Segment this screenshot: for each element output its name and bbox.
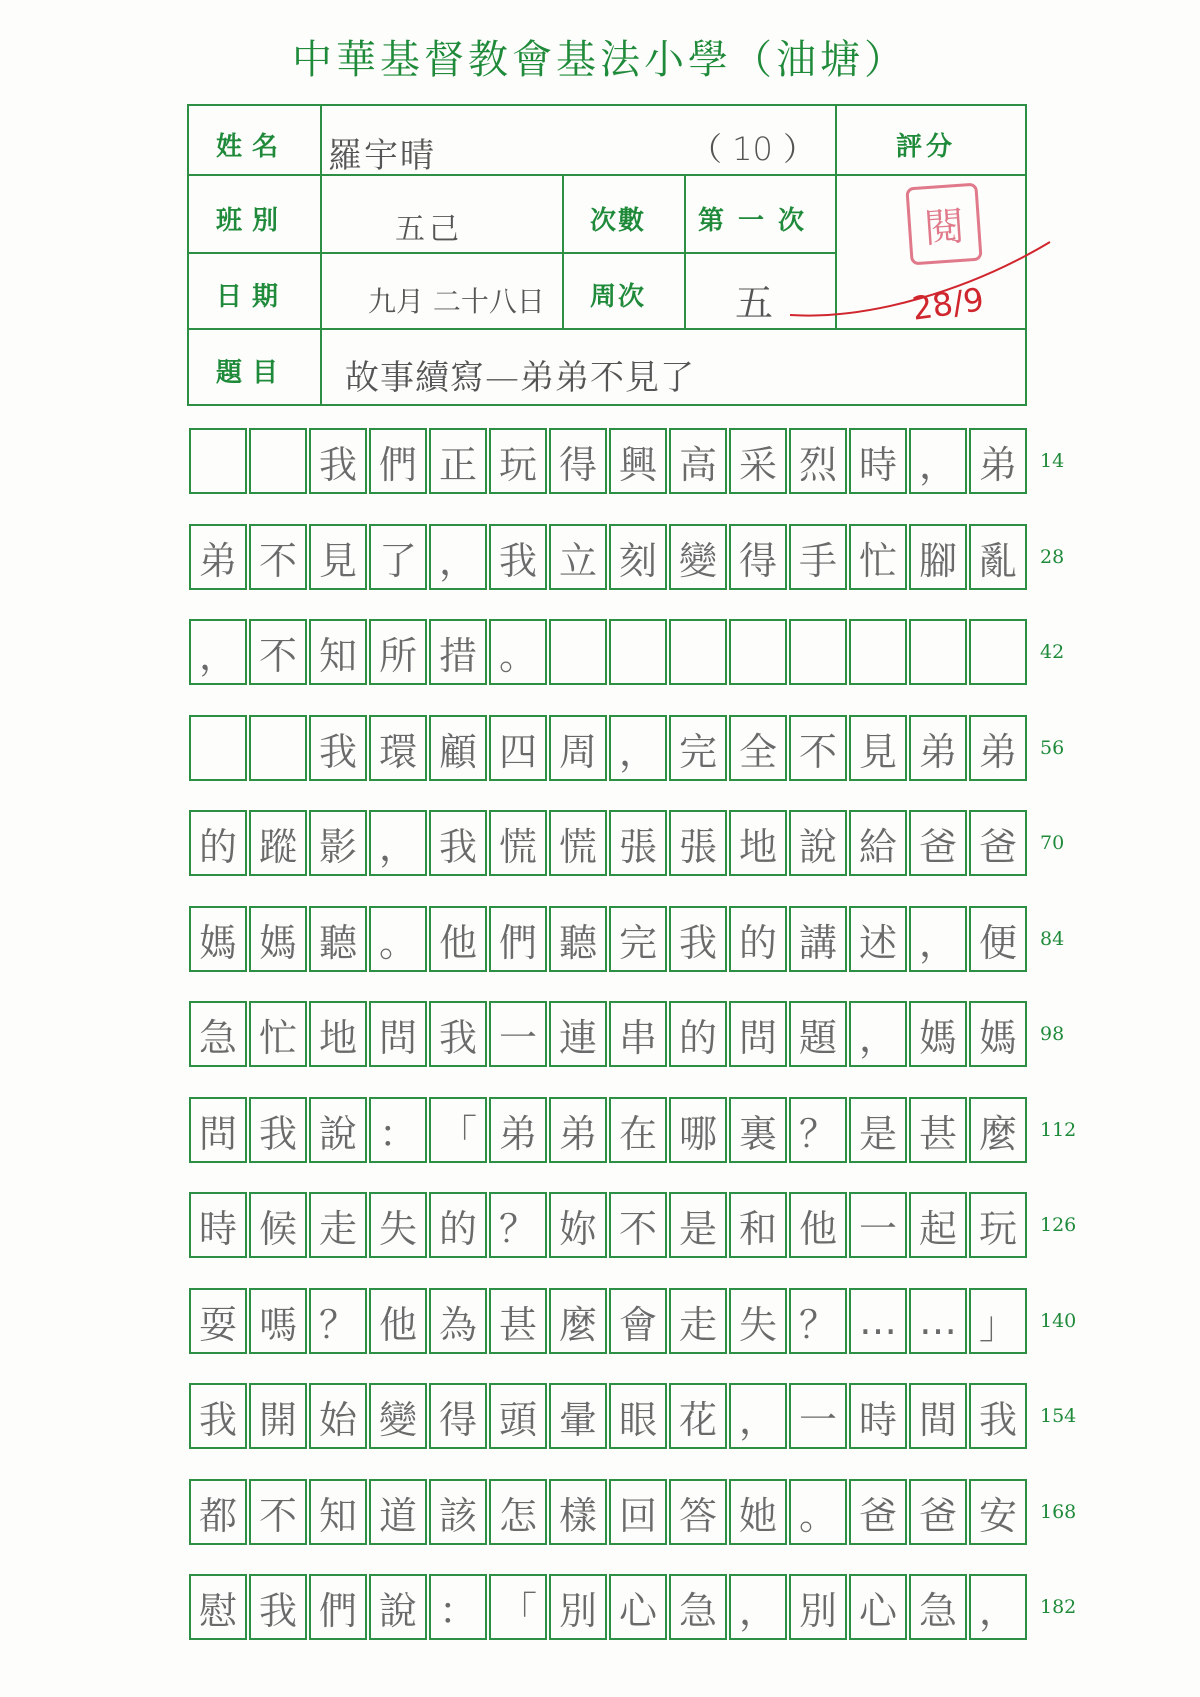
- char-count: 182: [1040, 1596, 1077, 1618]
- grid-cell: 我: [309, 428, 367, 494]
- grid-cell: ？: [489, 1192, 547, 1258]
- grid-cell: 妳: [549, 1192, 607, 1258]
- char-count: 126: [1040, 1214, 1077, 1236]
- grid-cell: 知: [309, 1479, 367, 1545]
- grid-cell: 一: [489, 1001, 547, 1067]
- grid-cell: 刻: [609, 524, 667, 590]
- char-count: 154: [1040, 1405, 1077, 1427]
- grid-cell: 會: [609, 1288, 667, 1354]
- grid-cell: [789, 619, 847, 685]
- grid-cell: ？: [789, 1288, 847, 1354]
- grid-cell: ？: [789, 1097, 847, 1163]
- char-count: 84: [1040, 928, 1065, 950]
- grid-cell: 時: [849, 1383, 907, 1449]
- label-week: 周次: [590, 282, 647, 312]
- grid-cell: 甚: [489, 1288, 547, 1354]
- grid-cell: 興: [609, 428, 667, 494]
- grid-cell: 的: [189, 810, 247, 876]
- grid-cell: 別: [549, 1574, 607, 1640]
- grid-cell: 慌: [489, 810, 547, 876]
- grid-cell: 爸: [909, 810, 967, 876]
- grid-cell: 起: [909, 1192, 967, 1258]
- grid-cell: 麼: [969, 1097, 1027, 1163]
- grid-cell: 時: [189, 1192, 247, 1258]
- grid-cell: 媽: [969, 1001, 1027, 1067]
- grid-cell: …: [849, 1288, 907, 1354]
- grid-cell: 知: [309, 619, 367, 685]
- grid-cell: ，: [729, 1383, 787, 1449]
- grid-cell: 我: [249, 1574, 307, 1640]
- grid-cell: 為: [429, 1288, 487, 1354]
- grid-cell: 周: [549, 715, 607, 781]
- grid-cell: 們: [309, 1574, 367, 1640]
- grid-cell: 走: [669, 1288, 727, 1354]
- grid-cell: 爸: [909, 1479, 967, 1545]
- grid-cell: 亂: [969, 524, 1027, 590]
- grid-cell: 聽: [549, 906, 607, 972]
- grid-cell: ？: [309, 1288, 367, 1354]
- grid-cell: 見: [849, 715, 907, 781]
- grid-cell: 和: [729, 1192, 787, 1258]
- grid-cell: 別: [789, 1574, 847, 1640]
- student-number: （ 10 ）: [690, 130, 816, 168]
- grid-cell: 不: [249, 1479, 307, 1545]
- grid-cell: 花: [669, 1383, 727, 1449]
- grid-cell: 說: [789, 810, 847, 876]
- teacher-stamp: 閱: [905, 183, 982, 266]
- grid-cell: 回: [609, 1479, 667, 1545]
- grid-cell: 變: [669, 524, 727, 590]
- grid-cell: 弟: [969, 715, 1027, 781]
- grid-cell: 得: [729, 524, 787, 590]
- grid-cell: 忙: [249, 1001, 307, 1067]
- grid-cell: 說: [309, 1097, 367, 1163]
- grid-cell: [609, 619, 667, 685]
- grid-cell: 。: [789, 1479, 847, 1545]
- grid-cell: 見: [309, 524, 367, 590]
- grid-cell: 是: [849, 1097, 907, 1163]
- grid-cell: 我: [249, 1097, 307, 1163]
- grid-cell: 了: [369, 524, 427, 590]
- grid-cell: 講: [789, 906, 847, 972]
- grid-cell: 腳: [909, 524, 967, 590]
- grid-cell: 地: [729, 810, 787, 876]
- grid-cell: 不: [249, 524, 307, 590]
- grid-cell: 嗎: [249, 1288, 307, 1354]
- grid-cell: 得: [429, 1383, 487, 1449]
- grid-cell: 便: [969, 906, 1027, 972]
- grid-cell: 媽: [909, 1001, 967, 1067]
- grid-cell: 顧: [429, 715, 487, 781]
- grid-cell: [849, 619, 907, 685]
- grid-cell: 道: [369, 1479, 427, 1545]
- grid-cell: 正: [429, 428, 487, 494]
- grid-cell: 變: [369, 1383, 427, 1449]
- grid-cell: 走: [309, 1192, 367, 1258]
- grid-cell: 全: [729, 715, 787, 781]
- grid-cell: 急: [909, 1574, 967, 1640]
- grid-cell: [189, 428, 247, 494]
- grid-cell: 一: [849, 1192, 907, 1258]
- grid-cell: 怎: [489, 1479, 547, 1545]
- grid-cell: 「: [489, 1574, 547, 1640]
- grid-cell: 題: [789, 1001, 847, 1067]
- grid-cell: 弟: [549, 1097, 607, 1163]
- grid-cell: 他: [789, 1192, 847, 1258]
- grid-cell: 失: [369, 1192, 427, 1258]
- date-value: 九月 二十八日: [368, 285, 545, 318]
- grid-cell: 環: [369, 715, 427, 781]
- grid-cell: …: [909, 1288, 967, 1354]
- grid-cell: ，: [189, 619, 247, 685]
- grid-cell: ，: [969, 1574, 1027, 1640]
- grid-cell: ：: [429, 1574, 487, 1640]
- grid-cell: ，: [909, 906, 967, 972]
- grid-cell: 在: [609, 1097, 667, 1163]
- grid-cell: 樣: [549, 1479, 607, 1545]
- label-date: 日期: [216, 282, 289, 312]
- student-name: 羅宇晴: [328, 136, 436, 176]
- grid-cell: 媽: [189, 906, 247, 972]
- char-count: 70: [1040, 832, 1065, 854]
- grid-cell: 聽: [309, 906, 367, 972]
- grid-cell: 我: [489, 524, 547, 590]
- grid-cell: 開: [249, 1383, 307, 1449]
- label-count: 次數: [590, 206, 647, 236]
- char-count: 140: [1040, 1310, 1077, 1332]
- grid-cell: 甚: [909, 1097, 967, 1163]
- grid-cell: 該: [429, 1479, 487, 1545]
- grid-cell: 影: [309, 810, 367, 876]
- grid-cell: 。: [489, 619, 547, 685]
- grid-cell: 慌: [549, 810, 607, 876]
- grid-cell: 。: [369, 906, 427, 972]
- grid-cell: ，: [369, 810, 427, 876]
- grid-cell: 張: [609, 810, 667, 876]
- char-count: 168: [1040, 1501, 1077, 1523]
- label-topic: 題目: [216, 358, 289, 388]
- grid-cell: 串: [609, 1001, 667, 1067]
- grid-cell: 我: [309, 715, 367, 781]
- grid-cell: 問: [369, 1001, 427, 1067]
- grid-cell: 的: [429, 1192, 487, 1258]
- topic-value: 故事續寫—弟弟不見了: [345, 358, 695, 398]
- grid-cell: 時: [849, 428, 907, 494]
- week-value: 五: [735, 281, 774, 325]
- grid-cell: 媽: [249, 906, 307, 972]
- grid-cell: ，: [609, 715, 667, 781]
- grid-cell: 裏: [729, 1097, 787, 1163]
- grid-cell: [249, 428, 307, 494]
- grid-cell: 忙: [849, 524, 907, 590]
- grid-cell: 立: [549, 524, 607, 590]
- char-count: 112: [1040, 1119, 1077, 1141]
- grid-cell: 的: [669, 1001, 727, 1067]
- grid-cell: 連: [549, 1001, 607, 1067]
- class-value: 五己: [395, 212, 463, 247]
- grid-cell: 問: [729, 1001, 787, 1067]
- grid-cell: 答: [669, 1479, 727, 1545]
- grid-cell: 不: [249, 619, 307, 685]
- grid-cell: 高: [669, 428, 727, 494]
- grid-cell: 采: [729, 428, 787, 494]
- grid-cell: 她: [729, 1479, 787, 1545]
- grid-cell: 他: [429, 906, 487, 972]
- grid-cell: 措: [429, 619, 487, 685]
- grid-cell: 弟: [909, 715, 967, 781]
- grid-cell: 我: [969, 1383, 1027, 1449]
- grid-cell: 都: [189, 1479, 247, 1545]
- char-count: 42: [1040, 641, 1065, 663]
- grid-cell: 始: [309, 1383, 367, 1449]
- grid-cell: [969, 619, 1027, 685]
- grid-cell: 安: [969, 1479, 1027, 1545]
- grid-cell: 「: [429, 1097, 487, 1163]
- grid-cell: 耍: [189, 1288, 247, 1354]
- grid-cell: 我: [669, 906, 727, 972]
- grid-cell: 們: [489, 906, 547, 972]
- grid-cell: 心: [849, 1574, 907, 1640]
- grid-cell: 我: [189, 1383, 247, 1449]
- school-title: 中華基督教會基法小學（油塘）: [292, 37, 908, 83]
- grid-cell: [909, 619, 967, 685]
- grid-cell: 烈: [789, 428, 847, 494]
- grid-cell: 候: [249, 1192, 307, 1258]
- grid-cell: 玩: [969, 1192, 1027, 1258]
- grid-cell: ：: [369, 1097, 427, 1163]
- grid-cell: 不: [609, 1192, 667, 1258]
- grid-cell: 弟: [489, 1097, 547, 1163]
- count-value: 第一次: [698, 206, 819, 236]
- grid-cell: 手: [789, 524, 847, 590]
- grid-cell: [549, 619, 607, 685]
- grid-cell: 完: [609, 906, 667, 972]
- grid-cell: 完: [669, 715, 727, 781]
- grid-cell: 爸: [969, 810, 1027, 876]
- grid-cell: 我: [429, 810, 487, 876]
- grid-cell: 不: [789, 715, 847, 781]
- grid-cell: 給: [849, 810, 907, 876]
- char-count: 56: [1040, 737, 1065, 759]
- label-class: 班別: [216, 206, 289, 236]
- grid-cell: 們: [369, 428, 427, 494]
- grid-cell: 的: [729, 906, 787, 972]
- grid-cell: 地: [309, 1001, 367, 1067]
- grid-cell: 頭: [489, 1383, 547, 1449]
- grid-cell: 暈: [549, 1383, 607, 1449]
- grid-cell: 是: [669, 1192, 727, 1258]
- grid-cell: 弟: [969, 428, 1027, 494]
- grid-cell: [189, 715, 247, 781]
- grid-cell: 張: [669, 810, 727, 876]
- grid-cell: 所: [369, 619, 427, 685]
- grid-cell: 急: [189, 1001, 247, 1067]
- grid-cell: 述: [849, 906, 907, 972]
- grid-cell: 」: [969, 1288, 1027, 1354]
- grid-cell: 心: [609, 1574, 667, 1640]
- grid-cell: [729, 619, 787, 685]
- grid-cell: 四: [489, 715, 547, 781]
- grid-cell: 玩: [489, 428, 547, 494]
- grid-cell: ，: [429, 524, 487, 590]
- grid-cell: 急: [669, 1574, 727, 1640]
- label-name: 姓名: [216, 132, 289, 162]
- grid-cell: ，: [849, 1001, 907, 1067]
- grid-cell: 哪: [669, 1097, 727, 1163]
- grid-cell: 麼: [549, 1288, 607, 1354]
- grid-cell: 弟: [189, 524, 247, 590]
- grid-cell: 我: [429, 1001, 487, 1067]
- score-mark: 28/9: [909, 280, 987, 328]
- grid-cell: 說: [369, 1574, 427, 1640]
- grid-cell: ，: [729, 1574, 787, 1640]
- grid-cell: 一: [789, 1383, 847, 1449]
- grid-cell: 爸: [849, 1479, 907, 1545]
- grid-cell: 蹤: [249, 810, 307, 876]
- grid-cell: 得: [549, 428, 607, 494]
- grid-cell: 眼: [609, 1383, 667, 1449]
- char-count: 14: [1040, 450, 1065, 472]
- char-count: 98: [1040, 1023, 1065, 1045]
- grid-cell: [669, 619, 727, 685]
- grid-cell: 間: [909, 1383, 967, 1449]
- char-count: 28: [1040, 546, 1065, 568]
- grid-cell: 他: [369, 1288, 427, 1354]
- grid-cell: 問: [189, 1097, 247, 1163]
- grid-cell: 失: [729, 1288, 787, 1354]
- grid-cell: [249, 715, 307, 781]
- grid-cell: ，: [909, 428, 967, 494]
- label-score: 評分: [896, 132, 957, 162]
- grid-cell: 慰: [189, 1574, 247, 1640]
